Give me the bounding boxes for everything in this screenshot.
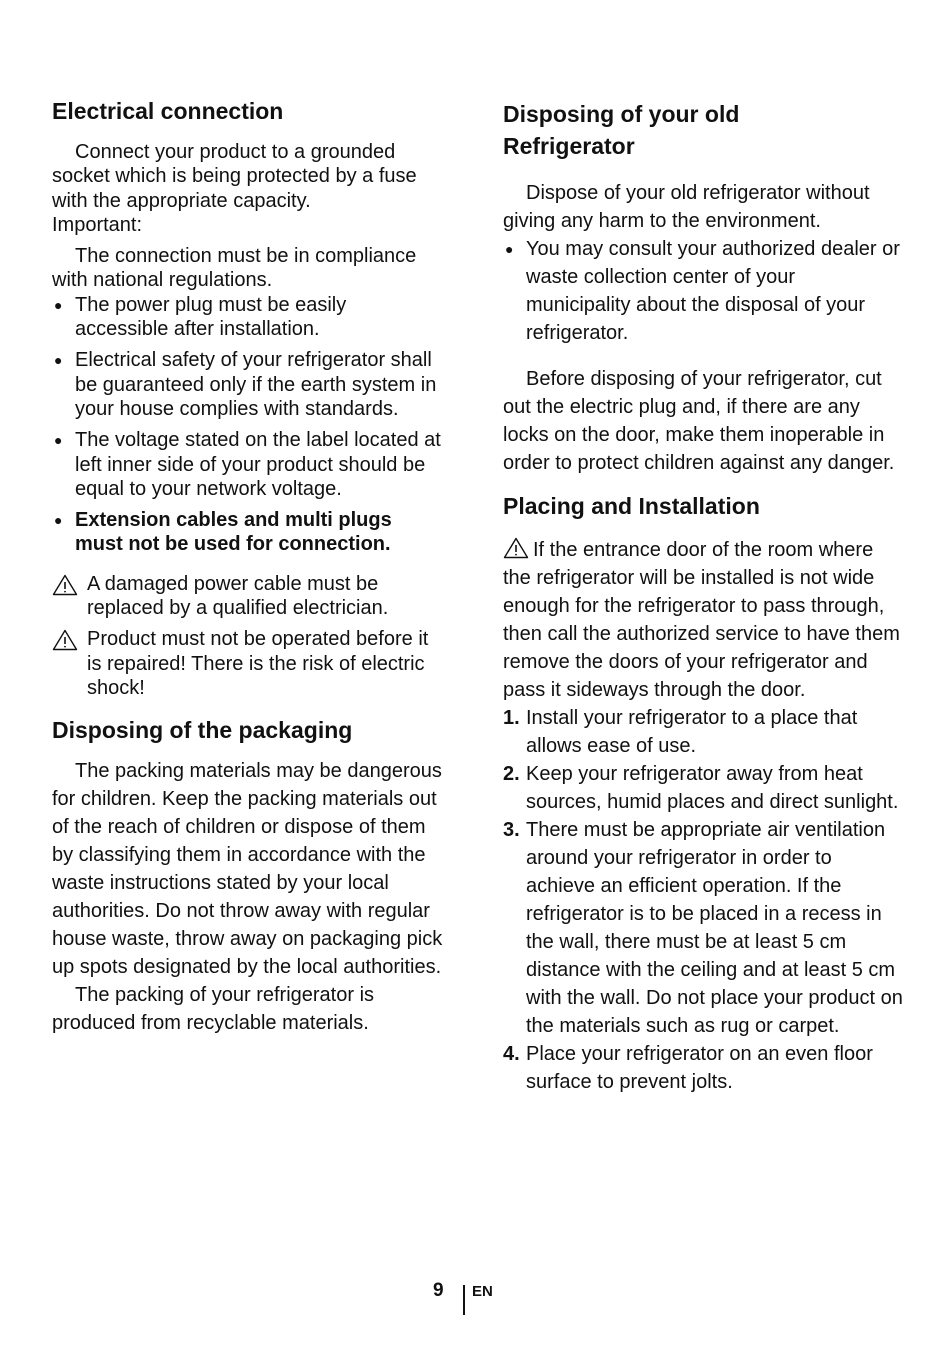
list-item xyxy=(503,816,903,1040)
bullet-text: Electrical safety of your refrigerator shall be guaranteed only if the earth system in your house complies with standards. xyxy=(75,349,437,420)
step-number: 3. xyxy=(503,819,520,841)
warning-text: Product must not be operated before it is repaired! There is the risk of electric shock! xyxy=(87,628,429,699)
bullet-text: The voltage stated on the label located at left inner side of your product should be equal to your network voltage. xyxy=(75,429,441,500)
language-code: EN xyxy=(472,1283,493,1300)
warning-triangle-icon xyxy=(503,537,529,559)
warning-triangle-icon xyxy=(52,629,78,651)
compliance-text: The connection must be in compliance with national regulations. xyxy=(52,245,417,292)
bullet-dot-icon: ● xyxy=(54,296,63,313)
bullet-text: You may consult your authorized dealer or waste collection center of your municipality about the disposal of your refrigerator. xyxy=(526,238,900,344)
bullet-text: The power plug must be easily accessible after installation. xyxy=(75,293,347,341)
bullet-dot-icon: ● xyxy=(505,241,514,257)
placing-installation-heading: Placing and Installation xyxy=(503,493,760,519)
step-number: 4. xyxy=(503,1043,520,1065)
page-number: 9 xyxy=(433,1280,444,1301)
electrical-bullet-list xyxy=(52,293,444,557)
list-item xyxy=(503,235,903,347)
warning-note xyxy=(52,572,444,621)
list-item xyxy=(52,348,444,421)
installation-steps-list xyxy=(503,704,903,1096)
warning-note xyxy=(52,627,444,700)
disposing-packaging-section xyxy=(52,717,444,1037)
warning-triangle-icon xyxy=(52,574,78,596)
right-column xyxy=(503,98,903,1096)
important-label: Important: xyxy=(52,213,143,236)
heading-line: Disposing of your old xyxy=(503,101,740,127)
disposing-old-body xyxy=(503,179,903,477)
step-text: There must be appropriate air ventilation around your refrigerator in order to achieve an efficient operation. If the refrigerator is to be placed in a recess in the wall, there must be at least 5 cm distance with the ceiling and at least 5 cm with the wall. Do not place your product on the materials such as rug or carpet. xyxy=(526,819,903,1037)
footer-divider xyxy=(463,1285,465,1315)
bullet-dot-icon: ● xyxy=(54,512,63,529)
step-text: Keep your refrigerator away from heat sources, humid places and direct sunlight. xyxy=(526,763,899,813)
list-item xyxy=(52,293,444,342)
bullet-dot-icon: ● xyxy=(54,352,63,369)
disposing-old-before: Before disposing of your refrigerator, cut out the electric plug and, if there are any locks on the door, make them inoperable in order to protect children against any danger. xyxy=(503,368,895,474)
list-item xyxy=(503,760,903,816)
packaging-paragraph: The packing of your refrigerator is produced from recyclable materials. xyxy=(52,984,375,1035)
left-column xyxy=(52,98,444,1037)
disposing-packaging-heading: Disposing of the packaging xyxy=(52,717,353,744)
step-number: 1. xyxy=(503,707,520,729)
list-item xyxy=(503,1040,903,1096)
list-item xyxy=(503,704,903,760)
packaging-paragraph: The packing materials may be dangerous for children. Keep the packing materials out of the reach of children or dispose of them by classifying them in accordance with the waste instructions stated by your local authorities. Do not throw away with regular house waste, throw away on packaging pick up spots designated by the local authorities. xyxy=(52,760,443,979)
warning-text: If the entrance door of the room where the refrigerator will be installed is not wide enough for the refrigerator to pass through, then call the authorized service to have them remove the doors of your refrigerator and pass it sideways through the door. xyxy=(503,539,900,701)
heading-line: Refrigerator xyxy=(503,133,635,159)
electrical-intro: Connect your product to a grounded socket which is being protected by a fuse with the appropriate capacity. xyxy=(52,141,417,212)
electrical-connection-body xyxy=(52,140,444,700)
placing-installation-body xyxy=(503,536,903,1096)
warning-text: A damaged power cable must be replaced by a qualified electrician. xyxy=(87,572,389,620)
disposing-old-section xyxy=(503,98,903,477)
disposing-old-intro: Dispose of your old refrigerator without giving any harm to the environment. xyxy=(503,182,870,232)
bullet-dot-icon: ● xyxy=(54,432,63,449)
disposing-packaging-body xyxy=(52,757,444,1037)
disposing-old-bullet-list xyxy=(503,235,903,347)
placing-warning xyxy=(503,536,903,704)
list-item xyxy=(52,428,444,501)
list-item xyxy=(52,508,444,557)
placing-installation-section xyxy=(503,493,903,1096)
electrical-connection-heading: Electrical connection xyxy=(52,98,284,124)
step-text: Install your refrigerator to a place that allows ease of use. xyxy=(526,707,858,757)
electrical-connection-section xyxy=(52,98,444,700)
step-number: 2. xyxy=(503,763,520,785)
step-text: Place your refrigerator on an even floor surface to prevent jolts. xyxy=(526,1043,873,1093)
disposing-old-heading xyxy=(503,98,903,162)
bullet-text-bold: Extension cables and multi plugs must not be used for connection. xyxy=(75,509,392,556)
